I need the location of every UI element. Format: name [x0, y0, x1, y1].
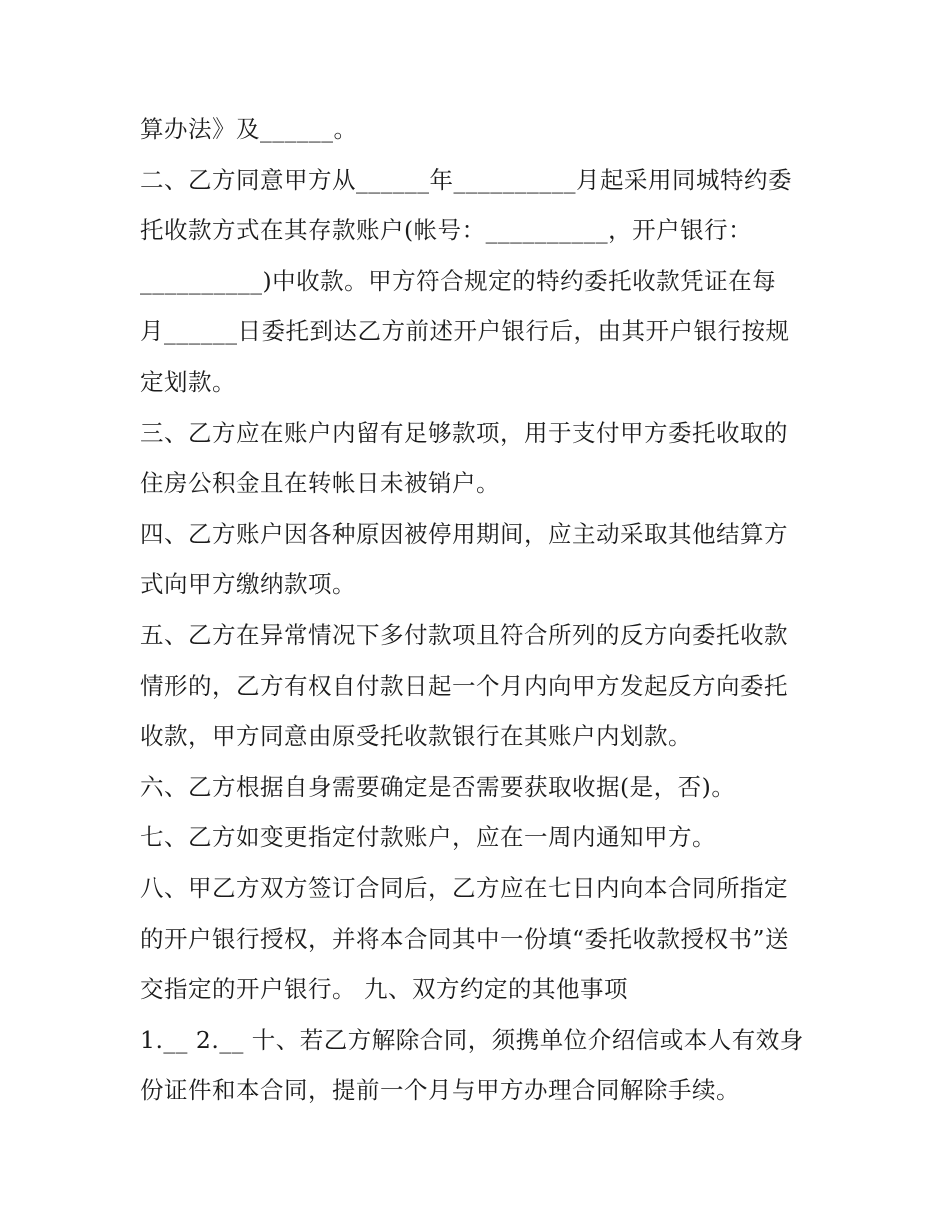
text-line: 五、乙方在异常情况下多付款项且符合所列的反方向委托收款 — [140, 620, 788, 649]
text-line: 月______日委托到达乙方前述开户银行后，由其开户银行按规 — [140, 317, 790, 346]
text-line: 三、乙方应在账户内留有足够款项，用于支付甲方委托收取的 — [140, 418, 788, 447]
text-line: 托收款方式在其存款账户(帐号：__________，开户银行： — [140, 216, 753, 245]
text-line: 定划款。 — [140, 367, 236, 396]
text-line: 六、乙方根据自身需要确定是否需要获取收据(是，否)。 — [140, 772, 736, 801]
text-line: 住房公积金且在转帐日未被销户。 — [140, 469, 500, 498]
text-line: 八、甲乙方双方签订合同后，乙方应在七日内向本合同所指定 — [140, 873, 788, 902]
text-line: 收款，甲方同意由原受托收款银行在其账户内划款。 — [140, 722, 692, 751]
text-line: 七、乙方如变更指定付款账户，应在一周内通知甲方。 — [140, 823, 716, 852]
text-line: 1.__ 2.__ 十、若乙方解除合同，须携单位介绍信或本人有效身 — [140, 1025, 804, 1054]
text-line: 算办法》及______。 — [140, 115, 358, 143]
text-line: 式向甲方缴纳款项。 — [140, 570, 356, 599]
text-line: __________)中收款。甲方符合规定的特约委托收款凭证在每 — [140, 266, 777, 295]
text-line: 四、乙方账户因各种原因被停用期间，应主动采取其他结算方 — [140, 519, 788, 548]
text-line: 交指定的开户银行。 九、双方约定的其他事项 — [140, 975, 628, 1004]
text-line: 二、乙方同意甲方从______年__________月起采用同城特约委 — [140, 165, 792, 194]
text-line: 份证件和本合同，提前一个月与甲方办理合同解除手续。 — [140, 1076, 740, 1105]
text-line: 情形的，乙方有权自付款日起一个月内向甲方发起反方向委托 — [140, 671, 788, 700]
text-line: 的开户银行授权，并将本合同其中一份填“委托收款授权书”送 — [140, 924, 790, 953]
contract-body — [140, 104, 820, 1116]
